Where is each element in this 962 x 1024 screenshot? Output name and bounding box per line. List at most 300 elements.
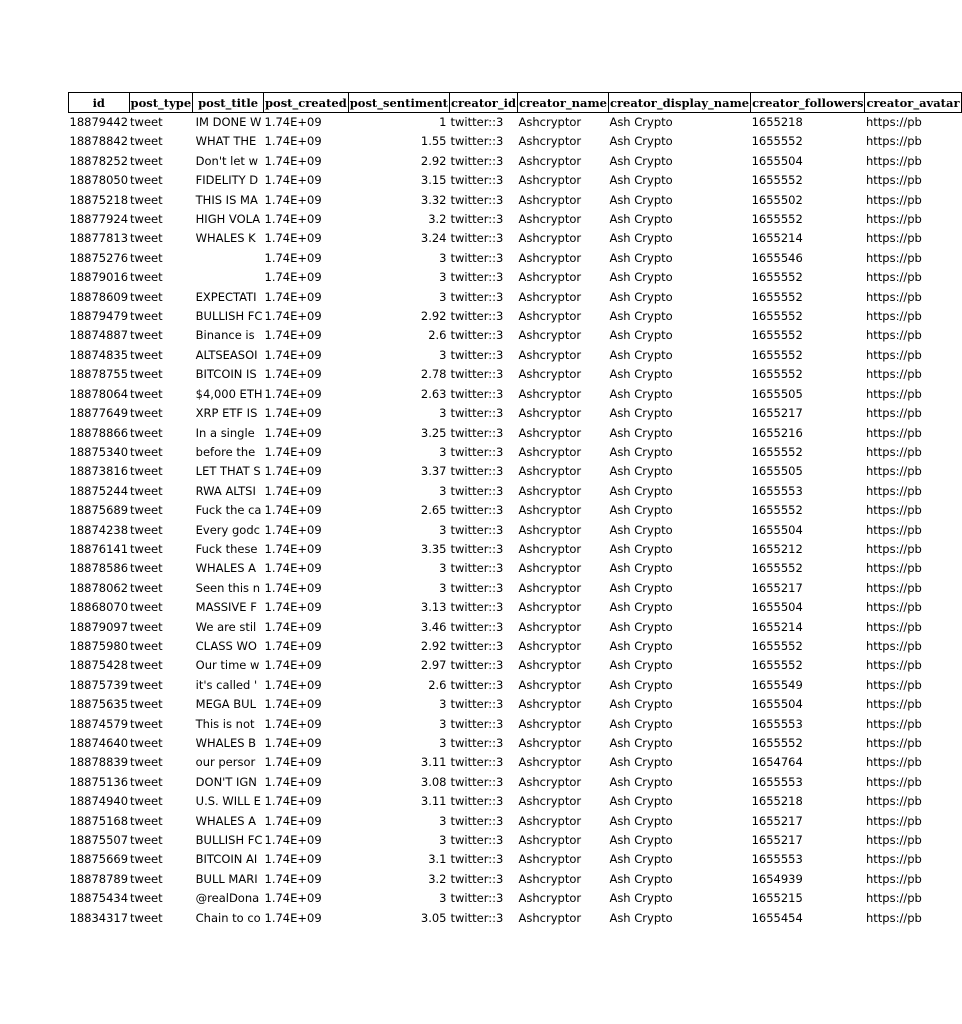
post-type-cell: tweet [130,153,163,168]
creator-name-cell: Ashcryptor [518,134,582,149]
creator-id-cell: twitter::3 [450,522,504,537]
table-row [69,113,962,133]
post-type-cell: tweet [130,638,163,653]
table-row [69,850,962,869]
post-type-cell: tweet [130,115,163,129]
creator-followers-cell: 1655552 [751,173,803,188]
creator-id-cell: twitter::3 [450,386,504,401]
header-row [69,93,962,113]
creator-followers-cell: 1655218 [751,115,803,129]
post-sentiment-cell: 1.55 [420,134,447,149]
table-row [69,559,962,578]
table-row [69,132,962,151]
post-created-cell: 1.74E+09 [264,192,322,207]
creator-name-cell: Ashcryptor [518,347,582,362]
creator-id-cell: twitter::3 [450,910,504,925]
post-sentiment-cell: 2.78 [420,367,447,382]
post-sentiment-cell: 3 [439,289,447,304]
post-created-cell: 1.74E+09 [264,367,322,382]
post-sentiment-cell: 3 [439,444,447,459]
creator-avatar-cell: https://pb [865,464,922,479]
table-row [69,365,962,384]
creator-id-cell: twitter::3 [450,541,504,556]
post-type-cell: tweet [130,444,163,459]
column-header-creator-name: creator_name [518,93,609,113]
id-cell: 18877813 [69,231,129,246]
post-type-cell: tweet [130,716,163,731]
post-title-cell: MASSIVE F [195,600,257,615]
post-title-cell: BULLISH FC [195,833,263,848]
post-title-cell: BITCOIN AI [195,852,258,867]
creator-display-name-cell: Ash Crypto [609,250,673,265]
post-created-cell: 1.74E+09 [264,115,322,129]
table-row [69,249,962,268]
creator-id-cell: twitter::3 [450,638,504,653]
creator-avatar-cell: https://pb [865,638,922,653]
creator-name-cell: Ashcryptor [518,250,582,265]
post-title-cell: U.S. WILL E [195,794,261,809]
creator-followers-cell: 1655505 [751,464,803,479]
creator-name-cell: Ashcryptor [518,464,582,479]
post-type-cell: tweet [130,871,163,886]
post-title-cell: BITCOIN IS [195,367,257,382]
creator-display-name-cell: Ash Crypto [609,697,673,712]
creator-id-cell: twitter::3 [450,736,504,750]
creator-display-name-cell: Ash Crypto [609,173,673,188]
creator-followers-cell: 1655549 [751,677,803,692]
creator-id-cell: twitter::3 [450,561,504,576]
creator-avatar-cell: https://pb [865,153,922,168]
creator-followers-cell: 1655553 [751,852,803,867]
table-row [69,424,962,443]
creator-id-cell: twitter::3 [450,231,504,246]
creator-id-cell: twitter::3 [450,503,504,518]
creator-followers-cell: 1655218 [751,794,803,809]
id-cell: 18876141 [69,541,129,556]
post-created-cell: 1.74E+09 [264,794,322,809]
creator-followers-cell: 1655553 [751,774,803,789]
post-type-cell: tweet [130,483,163,498]
post-title-cell: our persor [195,755,256,770]
post-created-cell: 1.74E+09 [264,852,322,867]
creator-display-name-cell: Ash Crypto [609,406,673,421]
post-created-cell: 1.74E+09 [264,910,322,925]
post-type-cell: tweet [130,677,163,692]
id-cell: 18873816 [69,464,129,479]
creator-avatar-cell: https://pb [865,406,922,421]
post-title-cell: Fuck these [195,541,258,556]
post-type-cell: tweet [130,910,163,925]
post-title-cell: @realDona [195,891,260,906]
table-row [69,501,962,520]
post-sentiment-cell: 2.92 [420,309,447,324]
creator-id-cell: twitter::3 [450,328,504,343]
creator-avatar-cell: https://pb [865,522,922,537]
table-row [69,346,962,365]
creator-name-cell: Ashcryptor [518,541,582,556]
post-type-cell: tweet [130,813,163,828]
creator-id-cell: twitter::3 [450,250,504,265]
post-created-cell: 1.74E+09 [264,736,322,750]
post-created-cell: 1.74E+09 [264,755,322,770]
creator-followers-cell: 1655217 [751,813,803,828]
post-sentiment-cell: 3 [439,813,447,828]
creator-id-cell: twitter::3 [450,192,504,207]
creator-display-name-cell: Ash Crypto [609,658,673,673]
post-sentiment-cell: 3.32 [420,192,447,207]
column-header-post-type: post_type [129,93,193,113]
creator-followers-cell: 1655502 [751,192,803,207]
id-cell: 18874640 [69,736,129,750]
creator-avatar-cell: https://pb [865,328,922,343]
post-title-cell: LET THAT S [195,464,261,479]
creator-avatar-cell: https://pb [865,619,922,634]
creator-display-name-cell: Ash Crypto [609,115,673,129]
creator-avatar-cell: https://pb [865,134,922,149]
creator-id-cell: twitter::3 [450,289,504,304]
creator-id-cell: twitter::3 [450,212,504,227]
post-title-cell: it's called ' [195,677,258,692]
table-row [69,171,962,190]
creator-followers-cell: 1655552 [751,347,803,362]
creator-avatar-cell: https://pb [865,541,922,556]
post-created-cell: 1.74E+09 [264,813,322,828]
creator-name-cell: Ashcryptor [518,231,582,246]
creator-avatar-cell: https://pb [865,600,922,615]
creator-avatar-cell: https://pb [865,561,922,576]
post-title-cell: Binance is [195,328,255,343]
creator-id-cell: twitter::3 [450,813,504,828]
post-sentiment-cell: 3 [439,833,447,848]
post-sentiment-cell: 2.63 [420,386,447,401]
creator-id-cell: twitter::3 [450,794,504,809]
post-sentiment-cell: 2.6 [428,328,447,343]
creator-display-name-cell: Ash Crypto [609,619,673,634]
creator-id-cell: twitter::3 [450,755,504,770]
post-type-cell: tweet [130,309,163,324]
creator-avatar-cell: https://pb [865,716,922,731]
table-row [69,695,962,714]
creator-name-cell: Ashcryptor [518,910,582,925]
id-cell: 18878839 [69,755,129,770]
creator-avatar-cell: https://pb [865,833,922,848]
creator-display-name-cell: Ash Crypto [609,600,673,615]
id-cell: 18875980 [69,638,129,653]
post-created-cell: 1.74E+09 [264,891,322,906]
post-created-cell: 1.74E+09 [264,677,322,692]
creator-avatar-cell: https://pb [865,270,922,285]
creator-followers-cell: 1655552 [751,328,803,343]
post-sentiment-cell: 3.11 [420,755,447,770]
creator-id-cell: twitter::3 [450,309,504,324]
creator-followers-cell: 1655505 [751,386,803,401]
creator-followers-cell: 1655553 [751,716,803,731]
creator-id-cell: twitter::3 [450,852,504,867]
creator-id-cell: twitter::3 [450,483,504,498]
id-cell: 18874940 [69,794,129,809]
creator-followers-cell: 1655216 [751,425,803,440]
creator-followers-cell: 1655504 [751,697,803,712]
creator-display-name-cell: Ash Crypto [609,153,673,168]
table-row [69,540,962,559]
creator-name-cell: Ashcryptor [518,444,582,459]
creator-display-name-cell: Ash Crypto [609,444,673,459]
creator-display-name-cell: Ash Crypto [609,347,673,362]
creator-followers-cell: 1654764 [751,755,803,770]
id-cell: 18879442 [69,115,129,129]
creator-name-cell: Ashcryptor [518,503,582,518]
creator-display-name-cell: Ash Crypto [609,328,673,343]
creator-name-cell: Ashcryptor [518,173,582,188]
creator-avatar-cell: https://pb [865,173,922,188]
table-row [69,229,962,248]
table-row [69,909,962,928]
post-type-cell: tweet [130,833,163,848]
post-created-cell: 1.74E+09 [264,541,322,556]
creator-display-name-cell: Ash Crypto [609,910,673,925]
id-cell: 18878755 [69,367,129,382]
column-header-post-sentiment: post_sentiment [348,93,449,113]
column-header-creator-avatar: creator_avatar [865,93,961,113]
id-cell: 18877649 [69,406,129,421]
creator-id-cell: twitter::3 [450,658,504,673]
creator-followers-cell: 1655546 [751,250,803,265]
creator-name-cell: Ashcryptor [518,425,582,440]
post-created-cell: 1.74E+09 [264,328,322,343]
creator-name-cell: Ashcryptor [518,833,582,848]
creator-followers-cell: 1655552 [751,367,803,382]
post-type-cell: tweet [130,891,163,906]
creator-followers-cell: 1655552 [751,212,803,227]
creator-display-name-cell: Ash Crypto [609,503,673,518]
post-created-cell: 1.74E+09 [264,153,322,168]
post-type-cell: tweet [130,794,163,809]
id-cell: 18875218 [69,192,129,207]
creator-followers-cell: 1655553 [751,483,803,498]
table-row [69,792,962,811]
post-sentiment-cell: 3 [439,483,447,498]
post-title-cell: EXPECTATI [195,289,257,304]
table-row [69,307,962,326]
creator-avatar-cell: https://pb [865,580,922,595]
creator-avatar-cell: https://pb [865,774,922,789]
post-created-cell: 1.74E+09 [264,347,322,362]
post-title-cell: before the [195,444,256,459]
creator-avatar-cell: https://pb [865,677,922,692]
post-created-cell: 1.74E+09 [264,289,322,304]
post-title-cell: Chain to co [195,910,261,925]
table-row [69,404,962,423]
creator-name-cell: Ashcryptor [518,600,582,615]
creator-followers-cell: 1655552 [751,638,803,653]
post-created-cell: 1.74E+09 [264,774,322,789]
table-row [69,482,962,501]
post-type-cell: tweet [130,289,163,304]
column-header-creator-display-name: creator_display_name [608,93,750,113]
post-created-cell: 1.74E+09 [264,716,322,731]
creator-followers-cell: 1655504 [751,600,803,615]
table-row [69,191,962,210]
post-title-cell: XRP ETF IS [195,406,258,421]
creator-followers-cell: 1655214 [751,619,803,634]
post-title-cell: WHALES K [195,231,256,246]
post-type-cell: tweet [130,658,163,673]
post-type-cell: tweet [130,134,163,149]
creator-display-name-cell: Ash Crypto [609,638,673,653]
creator-avatar-cell: https://pb [865,367,922,382]
id-cell: 18878064 [69,386,129,401]
post-type-cell: tweet [130,464,163,479]
post-sentiment-cell: 3 [439,347,447,362]
post-sentiment-cell: 3.13 [420,600,447,615]
creator-display-name-cell: Ash Crypto [609,541,673,556]
table-row [69,831,962,850]
table-row [69,637,962,656]
creator-followers-cell: 1655217 [751,833,803,848]
creator-display-name-cell: Ash Crypto [609,813,673,828]
creator-followers-cell: 1655552 [751,503,803,518]
creator-avatar-cell: https://pb [865,910,922,925]
creator-display-name-cell: Ash Crypto [609,736,673,750]
post-sentiment-cell: 3 [439,270,447,285]
creator-id-cell: twitter::3 [450,891,504,906]
post-sentiment-cell: 2.92 [420,638,447,653]
creator-display-name-cell: Ash Crypto [609,483,673,498]
creator-avatar-cell: https://pb [865,697,922,712]
post-sentiment-cell: 3.24 [420,231,447,246]
post-type-cell: tweet [130,367,163,382]
id-cell: 18879479 [69,309,129,324]
creator-name-cell: Ashcryptor [518,852,582,867]
post-created-cell: 1.74E+09 [264,833,322,848]
post-created-cell: 1.74E+09 [264,386,322,401]
post-type-cell: tweet [130,386,163,401]
id-cell: 18875244 [69,483,129,498]
id-cell: 18878866 [69,425,129,440]
table-row [69,288,962,307]
post-created-cell: 1.74E+09 [264,503,322,518]
post-title-cell: Our time w [195,658,260,673]
post-sentiment-cell: 3.2 [428,212,447,227]
post-title-cell: WHALES B [195,736,257,750]
creator-avatar-cell: https://pb [865,736,922,750]
creator-followers-cell: 1655217 [751,580,803,595]
post-title-cell: WHALES A [195,561,257,576]
creator-id-cell: twitter::3 [450,134,504,149]
post-title-cell: We are stil [195,619,257,634]
table-row [69,656,962,675]
column-header-id: id [69,93,130,113]
id-cell: 18875739 [69,677,129,692]
creator-display-name-cell: Ash Crypto [609,561,673,576]
id-cell: 18875434 [69,891,129,906]
creator-name-cell: Ashcryptor [518,813,582,828]
creator-id-cell: twitter::3 [450,697,504,712]
id-cell: 18878252 [69,153,129,168]
post-sentiment-cell: 2.97 [420,658,447,673]
post-type-cell: tweet [130,231,163,246]
creator-id-cell: twitter::3 [450,716,504,731]
creator-avatar-cell: https://pb [865,813,922,828]
creator-display-name-cell: Ash Crypto [609,677,673,692]
creator-display-name-cell: Ash Crypto [609,270,673,285]
post-type-cell: tweet [130,425,163,440]
post-created-cell: 1.74E+09 [264,173,322,188]
post-created-cell: 1.74E+09 [264,658,322,673]
id-cell: 18874835 [69,347,129,362]
id-cell: 18878789 [69,871,129,886]
creator-display-name-cell: Ash Crypto [609,386,673,401]
id-cell: 18874887 [69,328,129,343]
table-row [69,870,962,889]
creator-display-name-cell: Ash Crypto [609,852,673,867]
creator-id-cell: twitter::3 [450,347,504,362]
post-sentiment-cell: 3.35 [420,541,447,556]
post-sentiment-cell: 3.11 [420,794,447,809]
id-cell: 18879097 [69,619,129,634]
creator-avatar-cell: https://pb [865,425,922,440]
post-title-cell: MEGA BUL [195,697,256,712]
post-title-cell: FIDELITY D [195,173,259,188]
creator-followers-cell: 1655217 [751,406,803,421]
post-created-cell: 1.74E+09 [264,425,322,440]
id-cell: 18875136 [69,774,129,789]
post-type-cell: tweet [130,755,163,770]
post-sentiment-cell: 3 [439,522,447,537]
creator-avatar-cell: https://pb [865,115,922,129]
creator-followers-cell: 1655552 [751,561,803,576]
post-created-cell: 1.74E+09 [264,134,322,149]
post-title-cell: This is not [195,716,255,731]
creator-display-name-cell: Ash Crypto [609,309,673,324]
creator-followers-cell: 1655504 [751,522,803,537]
creator-name-cell: Ashcryptor [518,736,582,750]
post-title-cell: CLASS WO [195,638,257,653]
table-body [69,113,962,929]
post-created-cell: 1.74E+09 [264,580,322,595]
post-sentiment-cell: 2.6 [428,677,447,692]
post-type-cell: tweet [130,328,163,343]
creator-display-name-cell: Ash Crypto [609,425,673,440]
post-sentiment-cell: 2.65 [420,503,447,518]
id-cell: 18834317 [69,910,129,925]
creator-followers-cell: 1655454 [751,910,803,925]
creator-name-cell: Ashcryptor [518,289,582,304]
post-title-cell: IM DONE W [195,115,262,129]
creator-avatar-cell: https://pb [865,444,922,459]
column-header-post-title: post_title [193,93,264,113]
post-created-cell: 1.74E+09 [264,464,322,479]
id-cell: 18868070 [69,600,129,615]
post-type-cell: tweet [130,503,163,518]
creator-name-cell: Ashcryptor [518,658,582,673]
table-row [69,734,962,753]
creator-id-cell: twitter::3 [450,600,504,615]
creator-avatar-cell: https://pb [865,309,922,324]
creator-display-name-cell: Ash Crypto [609,231,673,246]
post-sentiment-cell: 1 [439,115,447,129]
creator-avatar-cell: https://pb [865,658,922,673]
post-created-cell: 1.74E+09 [264,600,322,615]
post-created-cell: 1.74E+09 [264,871,322,886]
creator-followers-cell: 1655214 [751,231,803,246]
creator-followers-cell: 1655552 [751,309,803,324]
creator-display-name-cell: Ash Crypto [609,716,673,731]
post-title-cell: Seen this n [195,580,260,595]
creator-display-name-cell: Ash Crypto [609,522,673,537]
table-row [69,385,962,404]
post-sentiment-cell: 2.92 [420,153,447,168]
